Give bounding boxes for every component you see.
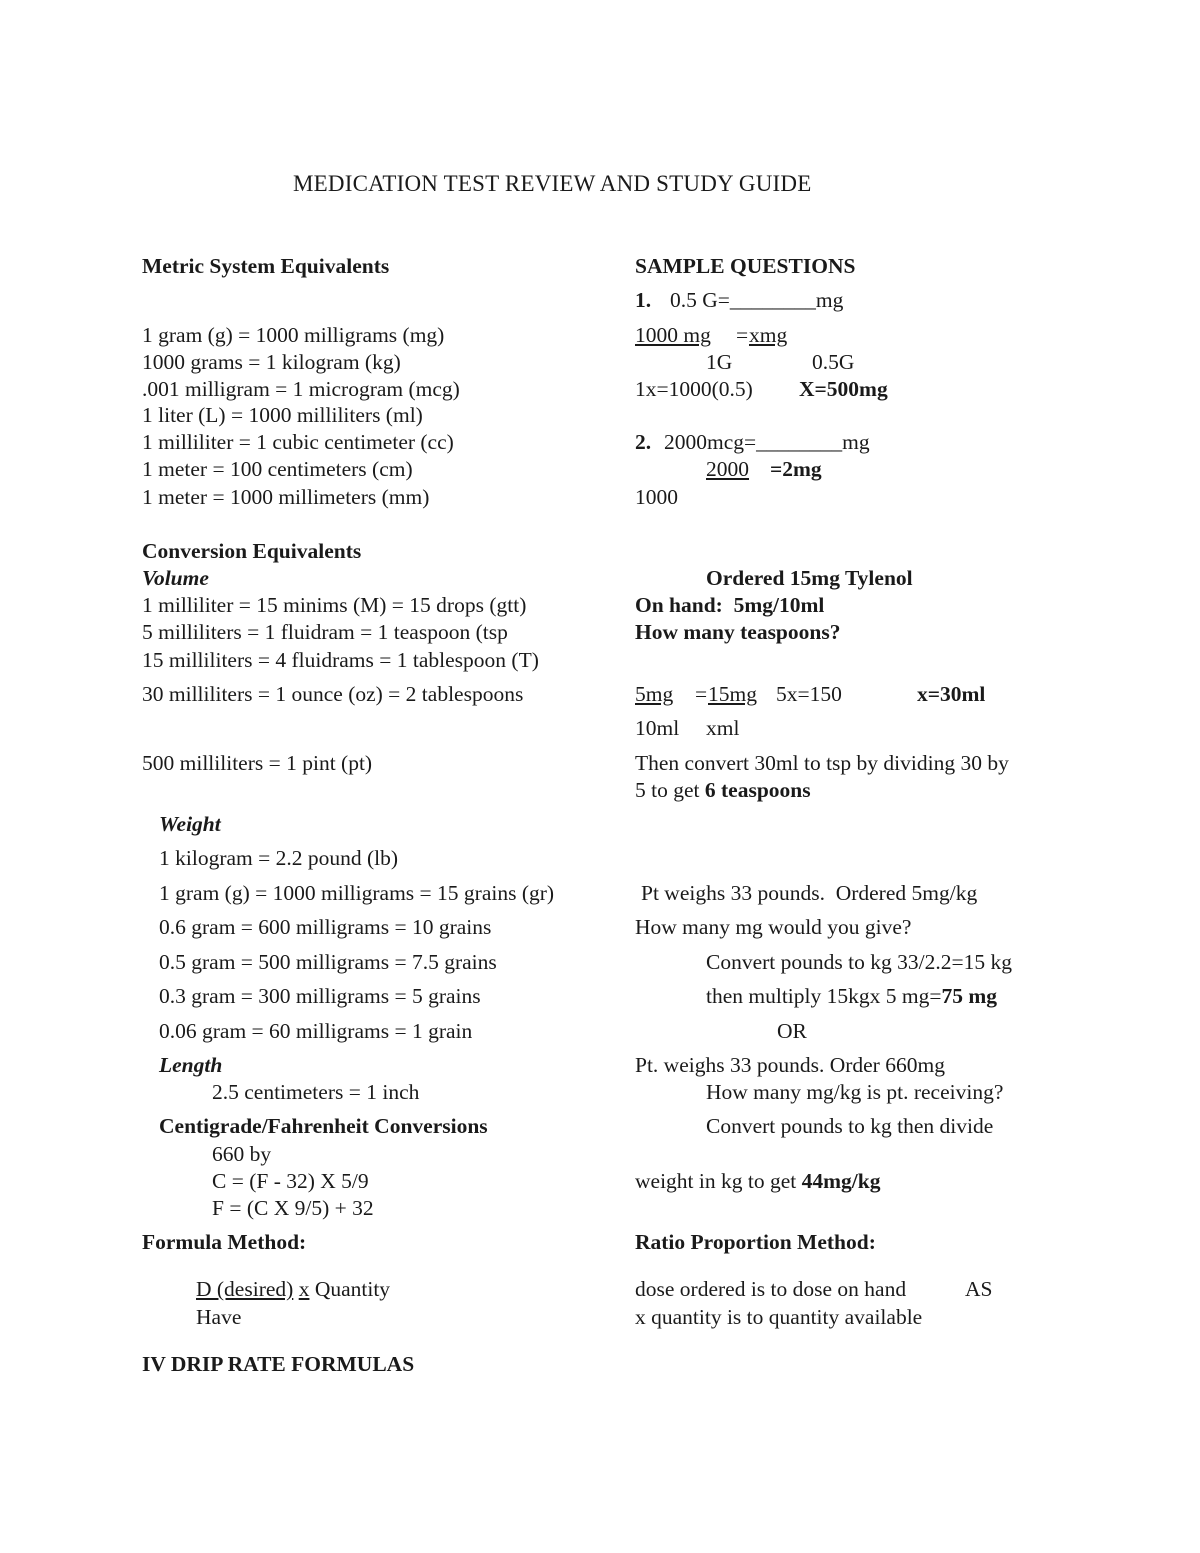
formula-times: x bbox=[298, 1277, 310, 1301]
formula-heading: Formula Method: bbox=[142, 1230, 307, 1254]
volume-line: 5 milliliters = 1 fluidram = 1 teaspoon (tsp bbox=[142, 620, 508, 644]
conversion-heading: Conversion Equivalents bbox=[142, 539, 362, 563]
temperature-line: F = (C X 9/5) + 32 bbox=[212, 1196, 374, 1220]
question-number: 2. bbox=[635, 430, 652, 454]
explanation-line bbox=[635, 780, 811, 802]
metric-line: 1 liter (L) = 1000 milliliters (ml) bbox=[142, 403, 423, 427]
fraction-denominator: 1000 bbox=[635, 485, 678, 509]
length-label: Length bbox=[159, 1053, 223, 1077]
explanation-line bbox=[706, 986, 997, 1008]
ratio-line: x quantity is to quantity available bbox=[635, 1305, 923, 1329]
ratio-heading: Ratio Proportion Method: bbox=[635, 1230, 876, 1254]
weight-label: Weight bbox=[159, 812, 221, 836]
explanation-text: weight in kg to get bbox=[635, 1169, 802, 1193]
question-number: 1. bbox=[635, 288, 652, 312]
answer: =2mg bbox=[770, 457, 822, 481]
fraction-denominator: 10ml bbox=[635, 716, 680, 740]
work-line: 1x=1000(0.5) bbox=[635, 377, 753, 401]
weight-line: 1 kilogram = 2.2 pound (lb) bbox=[159, 846, 399, 870]
equals-sign: = bbox=[695, 682, 708, 706]
fraction-numerator: xmg bbox=[749, 323, 788, 347]
question-line: On hand: 5mg/10ml bbox=[635, 593, 825, 617]
ratio-as: AS bbox=[965, 1277, 993, 1301]
formula-quantity: Quantity bbox=[309, 1277, 391, 1301]
weight-line: 0.3 gram = 300 milligrams = 5 grains bbox=[159, 984, 481, 1008]
weight-line: 0.6 gram = 600 milligrams = 10 grains bbox=[159, 915, 492, 939]
explanation-line bbox=[635, 1171, 880, 1193]
work-line: 5x=150 bbox=[776, 682, 842, 706]
formula-denominator: Have bbox=[196, 1305, 242, 1329]
fraction-numerator: 15mg bbox=[708, 682, 757, 706]
explanation-text: 5 to get bbox=[635, 778, 705, 802]
metric-line: 1000 grams = 1 kilogram (kg) bbox=[142, 350, 401, 374]
question-line: How many mg would you give? bbox=[635, 915, 912, 939]
fraction-numerator: 5mg bbox=[635, 682, 674, 706]
volume-line: 30 milliliters = 1 ounce (oz) = 2 tablespoons bbox=[142, 682, 524, 706]
metric-heading: Metric System Equivalents bbox=[142, 254, 390, 278]
temperature-line: 660 by bbox=[212, 1142, 272, 1166]
question-line: Ordered 15mg Tylenol bbox=[706, 566, 913, 590]
weight-line: 0.5 gram = 500 milligrams = 7.5 grains bbox=[159, 950, 497, 974]
fraction-denominator: 1G bbox=[706, 350, 733, 374]
answer: x=30ml bbox=[917, 682, 986, 706]
temperature-heading: Centigrade/Fahrenheit Conversions bbox=[159, 1114, 488, 1138]
ratio-line: dose ordered is to dose on hand bbox=[635, 1277, 907, 1301]
question-line: How many mg/kg is pt. receiving? bbox=[706, 1080, 1004, 1104]
metric-line: 1 milliliter = 1 cubic centimeter (cc) bbox=[142, 430, 454, 454]
metric-line: 1 gram (g) = 1000 milligrams (mg) bbox=[142, 323, 445, 347]
iv-heading: IV DRIP RATE FORMULAS bbox=[142, 1352, 415, 1376]
volume-line: 1 milliliter = 15 minims (M) = 15 drops (gtt) bbox=[142, 593, 527, 617]
explanation-line: Convert pounds to kg 33/2.2=15 kg bbox=[706, 950, 1012, 974]
answer: 6 teaspoons bbox=[704, 778, 811, 802]
samples-heading: SAMPLE QUESTIONS bbox=[635, 254, 856, 278]
or-separator: OR bbox=[777, 1019, 807, 1043]
volume-line: 15 milliliters = 4 fluidrams = 1 tablespoon (T) bbox=[142, 648, 539, 672]
explanation-line: Convert pounds to kg then divide bbox=[706, 1114, 994, 1138]
metric-line: .001 milligram = 1 microgram (mcg) bbox=[142, 377, 460, 401]
formula-numerator bbox=[196, 1279, 390, 1301]
fraction-numerator: 1000 mg bbox=[635, 323, 711, 347]
answer: X=500mg bbox=[799, 377, 888, 401]
page-title: MEDICATION TEST REVIEW AND STUDY GUIDE bbox=[293, 171, 812, 196]
volume-line: 500 milliliters = 1 pint (pt) bbox=[142, 751, 373, 775]
answer: 44mg/kg bbox=[801, 1169, 881, 1193]
volume-label: Volume bbox=[142, 566, 209, 590]
fraction-numerator: 2000 bbox=[706, 457, 749, 481]
question-text: 0.5 G=________mg bbox=[670, 288, 844, 312]
temperature-line: C = (F - 32) X 5/9 bbox=[212, 1169, 369, 1193]
fraction-denominator: xml bbox=[706, 716, 740, 740]
fraction-denominator: 0.5G bbox=[812, 350, 855, 374]
question-line: Pt weighs 33 pounds. Ordered 5mg/kg bbox=[641, 881, 978, 905]
question-line: Pt. weighs 33 pounds. Order 660mg bbox=[635, 1053, 945, 1077]
answer: 75 mg bbox=[941, 984, 998, 1008]
weight-line: 0.06 gram = 60 milligrams = 1 grain bbox=[159, 1019, 473, 1043]
equals-sign: = bbox=[736, 323, 749, 347]
explanation-text: then multiply 15kgx 5 mg= bbox=[706, 984, 942, 1008]
metric-line: 1 meter = 100 centimeters (cm) bbox=[142, 457, 413, 481]
length-line: 2.5 centimeters = 1 inch bbox=[212, 1080, 420, 1104]
metric-line: 1 meter = 1000 millimeters (mm) bbox=[142, 485, 430, 509]
question-text: 2000mcg=________mg bbox=[664, 430, 870, 454]
question-line: How many teaspoons? bbox=[635, 620, 841, 644]
weight-line: 1 gram (g) = 1000 milligrams = 15 grains (gr) bbox=[159, 881, 555, 905]
formula-desired: D (desired) bbox=[196, 1277, 294, 1301]
explanation-line: Then convert 30ml to tsp by dividing 30 by bbox=[635, 751, 1009, 775]
